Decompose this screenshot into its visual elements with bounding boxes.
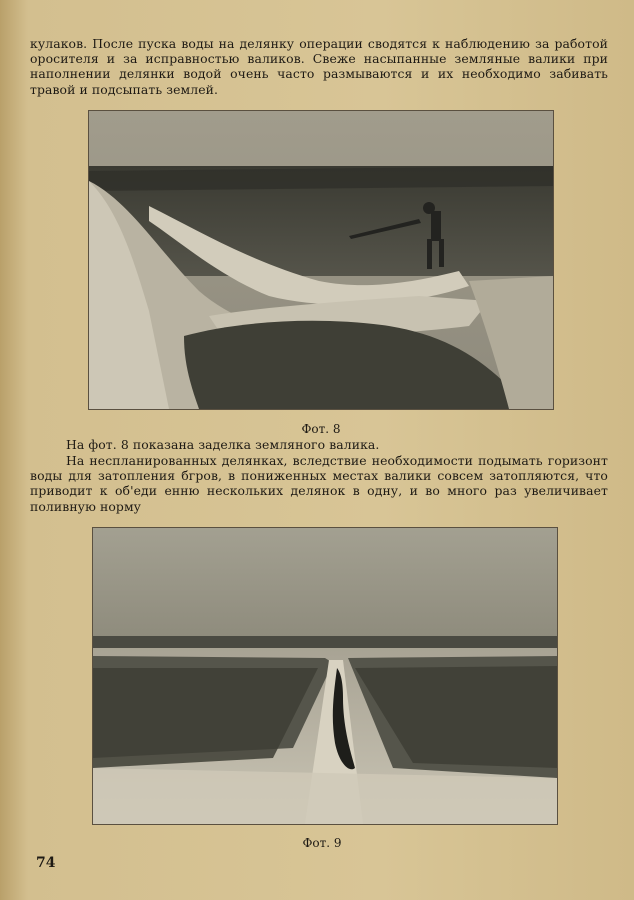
unplanned-plots-paragraph: На неспланированных делянках, вследствие необходимости подымать горизонт воды для затопления бгров, в пониженных местах валики совсем затопляются, что приводит к об'еди енню нескольких делянок в одну, и во много раз увеличивает поливную норму [30,453,608,514]
page-number: 74 [36,855,56,871]
photo-8-image [89,111,553,409]
photo-8 [88,110,554,410]
photo-9 [92,527,558,825]
photo-8-caption: Фот. 8 [301,422,341,436]
photo8-description: На фот. 8 показана заделка земляного валика. [66,437,380,452]
photo-9-image [93,528,557,824]
photo-9-caption: Фот. 9 [302,836,342,850]
intro-paragraph: кулаков. После пуска воды на делянку операции сводятся к наблюдению за работой оросителя и за исправностью валиков. Свеже насыпанные земляные валики при наполнении делянки водой очень часто размываются и их необходимо забивать травой и подсыпать землей. [30,36,608,97]
